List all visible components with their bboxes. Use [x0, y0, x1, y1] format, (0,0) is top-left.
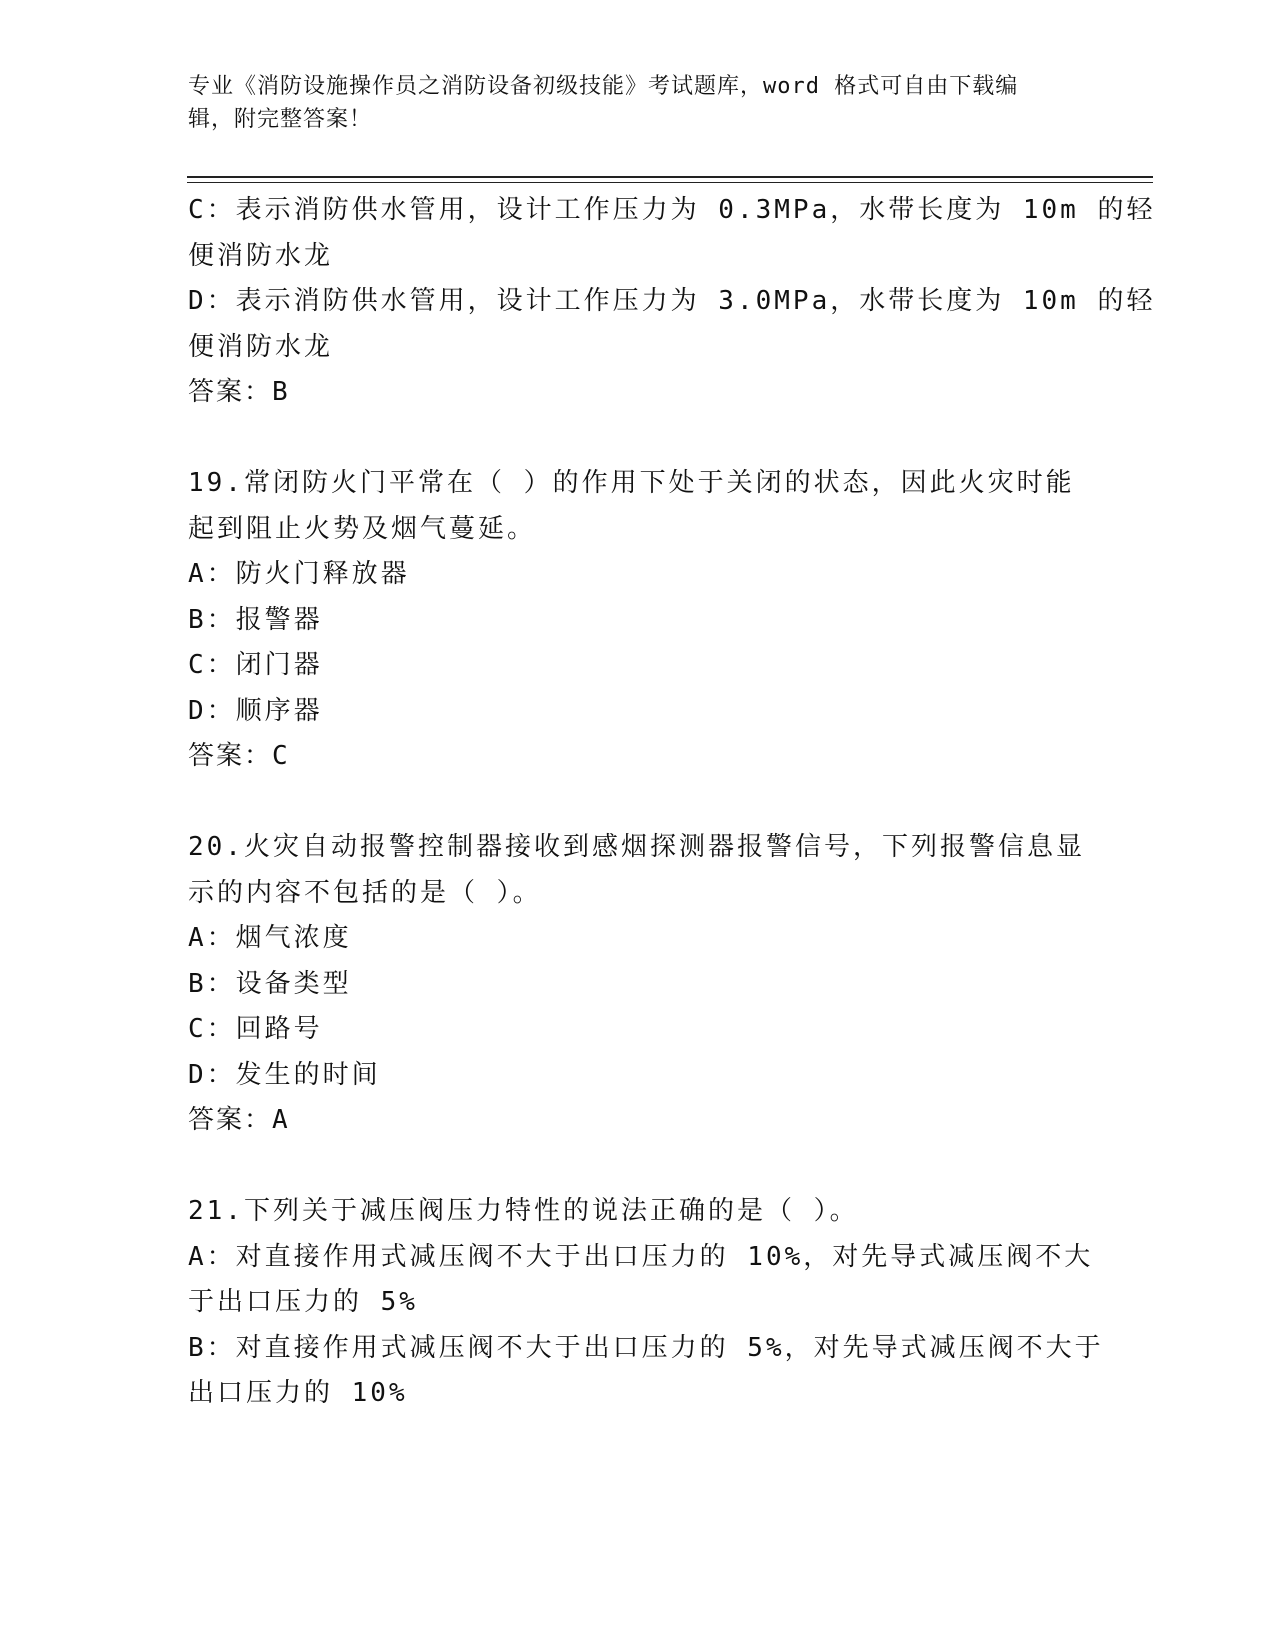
spacer: [188, 1144, 1088, 1190]
header-divider-thick: [187, 176, 1153, 178]
option-d: D：发生的时间: [188, 1059, 381, 1090]
option-a: A：烟气浓度: [188, 923, 352, 953]
header-divider-thin: [187, 182, 1153, 183]
option-a-line-2: 于出口压力的 5%: [188, 1287, 418, 1317]
previous-question: [188, 188, 1156, 416]
option-b-line-2: 出口压力的 10%: [188, 1378, 408, 1408]
header-line-2: 辑，附完整答案！: [188, 107, 373, 132]
answer-label: 答案：A: [188, 1105, 290, 1135]
question-19: [188, 461, 1088, 780]
option-d-line-2: 便消防水龙: [188, 331, 334, 362]
question-stem-line-1: 20.火灾自动报警控制器接收到感烟探测器报警信号，下列报警信息显: [188, 832, 1085, 862]
option-c-line-1: C：表示消防供水管用，设计工作压力为 0.3MPa，水带长度为 10m 的轻: [188, 195, 1156, 225]
question-stem-line-2: 示的内容不包括的是（ ）。: [188, 877, 542, 908]
spacer: [188, 780, 1088, 826]
question-21: [188, 1189, 1104, 1417]
answer-label: 答案：C: [188, 741, 290, 771]
spacer: [188, 416, 1088, 462]
option-b: B：报警器: [188, 604, 323, 635]
document-header: [188, 70, 1068, 136]
option-c: C：回路号: [188, 1014, 323, 1044]
option-c-line-2: 便消防水龙: [188, 240, 334, 271]
option-a: A：防火门释放器: [188, 559, 410, 589]
question-content: [188, 188, 1156, 1417]
question-stem-line-2: 起到阻止火势及烟气蔓延。: [188, 513, 537, 544]
option-d: D：顺序器: [188, 695, 323, 726]
question-stem-line-1: 21.下列关于减压阀压力特性的说法正确的是（ ）。: [188, 1196, 859, 1226]
header-line-1: 专业《消防设施操作员之消防设备初级技能》考试题库，word 格式可自由下载编: [188, 74, 1019, 99]
option-b-line-1: B：对直接作用式减压阀不大于出口压力的 5%，对先导式减压阀不大于: [188, 1332, 1104, 1363]
answer-label: 答案：B: [188, 377, 290, 407]
option-d-line-1: D：表示消防供水管用，设计工作压力为 3.0MPa，水带长度为 10m 的轻: [188, 286, 1156, 316]
option-a-line-1: A：对直接作用式减压阀不大于出口压力的 10%，对先导式减压阀不大: [188, 1241, 1094, 1272]
question-20: [188, 825, 1088, 1144]
question-stem-line-1: 19.常闭防火门平常在（ ）的作用下处于关闭的状态，因此火灾时能: [188, 468, 1075, 498]
option-c: C：闭门器: [188, 650, 323, 680]
option-b: B：设备类型: [188, 968, 352, 999]
